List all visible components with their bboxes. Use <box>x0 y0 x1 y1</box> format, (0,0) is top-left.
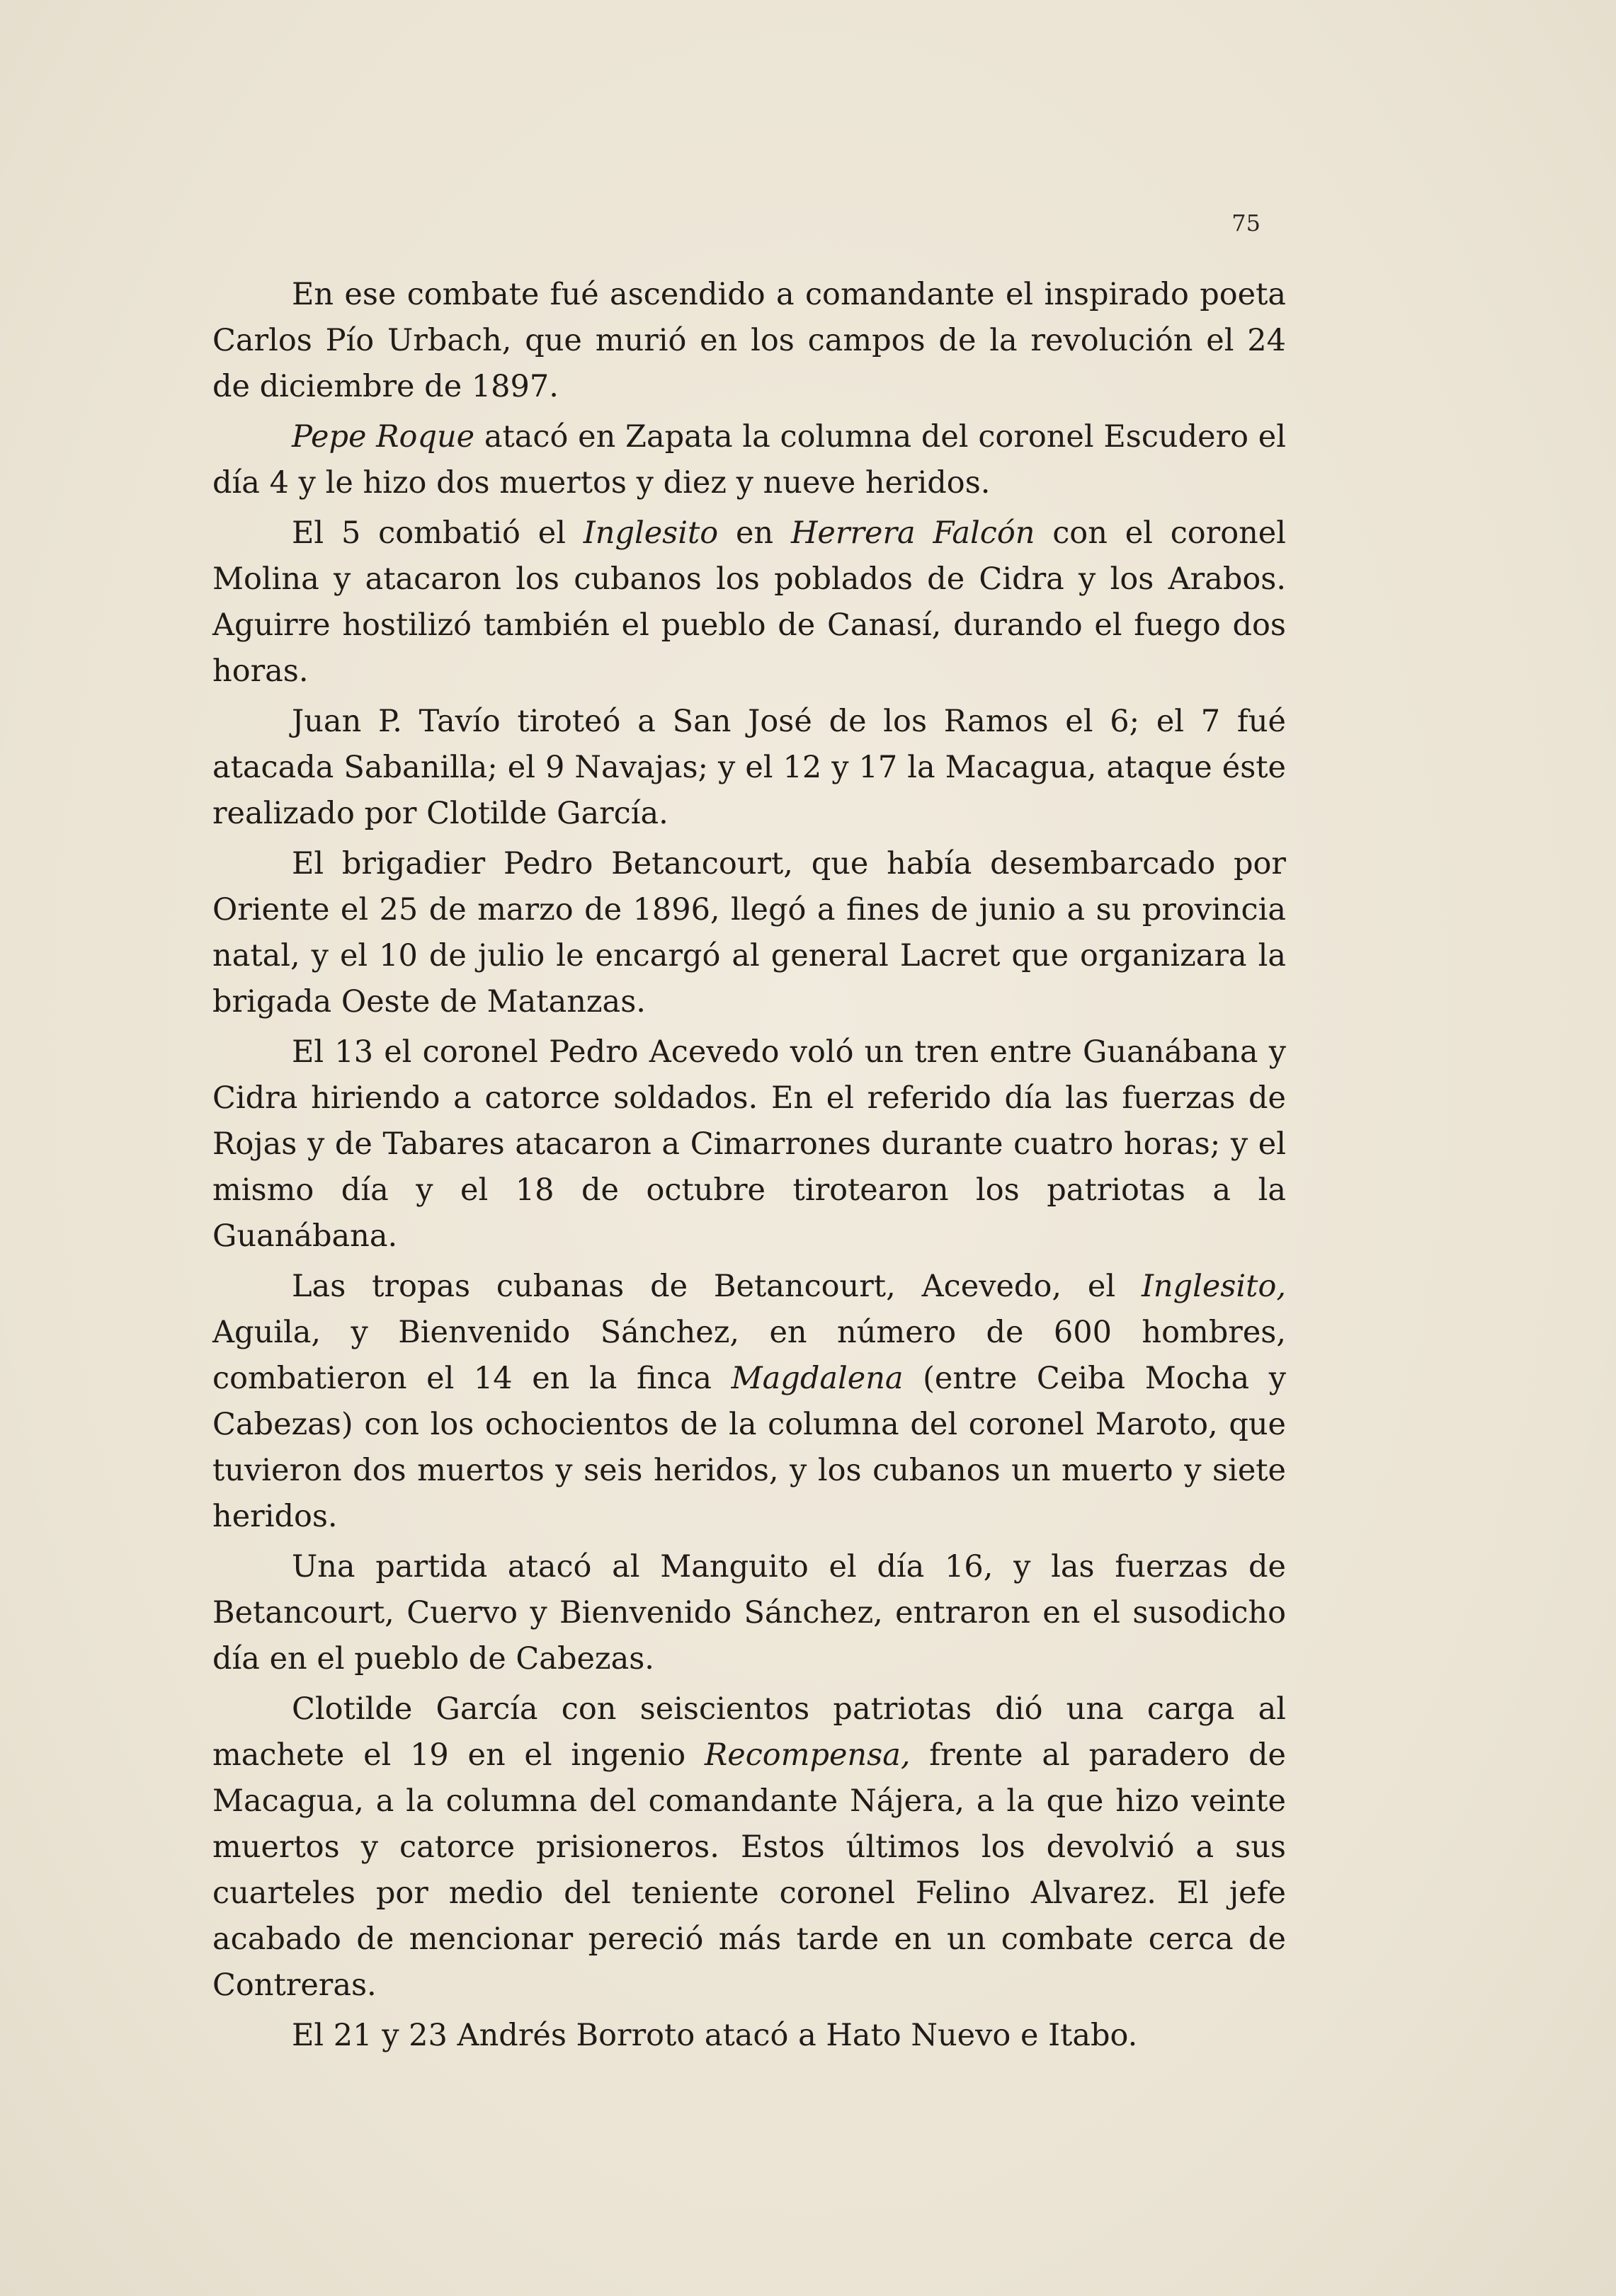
paragraph <box>212 699 1286 837</box>
paragraph <box>212 1544 1286 1682</box>
italic-text-run: Pepe Roque <box>292 419 475 455</box>
italic-text-run: Magdalena <box>731 1361 904 1396</box>
body-text <box>212 272 1286 2063</box>
paragraph <box>212 510 1286 695</box>
text-run: frente al paradero de Macagua, a la columna del comandante Nájera, a la que hizo veinte muertos y catorce prisioneros. Estos últimos los devolvió a sus cuarteles por medio del teniente coronel Felino Alvarez. El jefe acabado de mencionar pereció más tarde en un combate cerca de Contreras. <box>212 1737 1286 2003</box>
italic-text-run: Inglesito <box>583 515 719 551</box>
italic-text-run: Herrera Falcón <box>790 515 1035 551</box>
text-run: con el coronel Molina y atacaron los cubanos los poblados de Cidra y los Arabos. Aguirre hostilizó también el pueblo de Canasí, durando el fuego dos horas. <box>212 515 1287 689</box>
italic-text-run: Recompensa, <box>704 1737 911 1773</box>
text-run: (entre Ceiba Mocha y Cabezas) con los ochocientos de la columna del coronel Maroto, que tuvieron dos muertos y seis heridos, y los cubanos un muerto y siete heridos. <box>212 1361 1286 1534</box>
text-run: Las tropas cubanas de Betancourt, Acevedo, el <box>292 1269 1142 1304</box>
text-run: El 13 el coronel Pedro Acevedo voló un tren entre Guanábana y Cidra hiriendo a catorce soldados. En el referido día las fuerzas de Rojas y de Tabares atacaron a Cimarrones durante cuatro horas; y el mismo día y el 18 de octubre tirotearon los patriotas a la Guanábana. <box>212 1034 1286 1254</box>
paragraph <box>212 272 1286 410</box>
text-run: Clotilde García con seiscientos patriotas dió una carga al machete el 19 en el ingenio <box>212 1691 1286 1773</box>
page-number: 75 <box>1231 210 1261 236</box>
paragraph <box>212 2013 1286 2059</box>
text-run: Una partida atacó al Manguito el día 16, y las fuerzas de Betancourt, Cuervo y Bienvenido Sánchez, entraron en el susodicho día en el pueblo de Cabezas. <box>212 1549 1286 1677</box>
text-run: El brigadier Pedro Betancourt, que había desembarcado por Oriente el 25 de marzo de 1896, llegó a fines de junio a su provincia natal, y el 10 de julio le encargó al general Lacret que organizara la brigada Oeste de Matanzas. <box>212 846 1286 1020</box>
paragraph <box>212 841 1286 1025</box>
paragraph <box>212 1686 1286 2009</box>
text-run: El 5 combatió el <box>292 515 584 551</box>
text-run: en <box>718 515 791 551</box>
text-run: Juan P. Tavío tiroteó a San José de los Ramos el 6; el 7 fué atacada Sabanilla; el 9 Navajas; y el 12 y 17 la Macagua, ataque éste realizado por Clotilde García. <box>212 704 1286 831</box>
paragraph <box>212 1264 1286 1540</box>
text-run: atacó en Zapata la columna del coronel Escudero el día 4 y le hizo dos muertos y diez y nueve heridos. <box>212 419 1286 501</box>
paragraph <box>212 414 1286 506</box>
italic-text-run: Inglesito, <box>1141 1269 1286 1304</box>
text-run: En ese combate fué ascendido a comandante el inspirado poeta Carlos Pío Urbach, que murió en los campos de la revolución el 24 de diciembre de 1897. <box>212 277 1286 404</box>
text-run: El 21 y 23 Andrés Borroto atacó a Hato Nuevo e Itabo. <box>292 2018 1138 2053</box>
paragraph <box>212 1029 1286 1260</box>
text-run: Aguila, y Bienvenido Sánchez, en número de 600 hombres, combatieron el 14 en la finca <box>212 1315 1286 1396</box>
